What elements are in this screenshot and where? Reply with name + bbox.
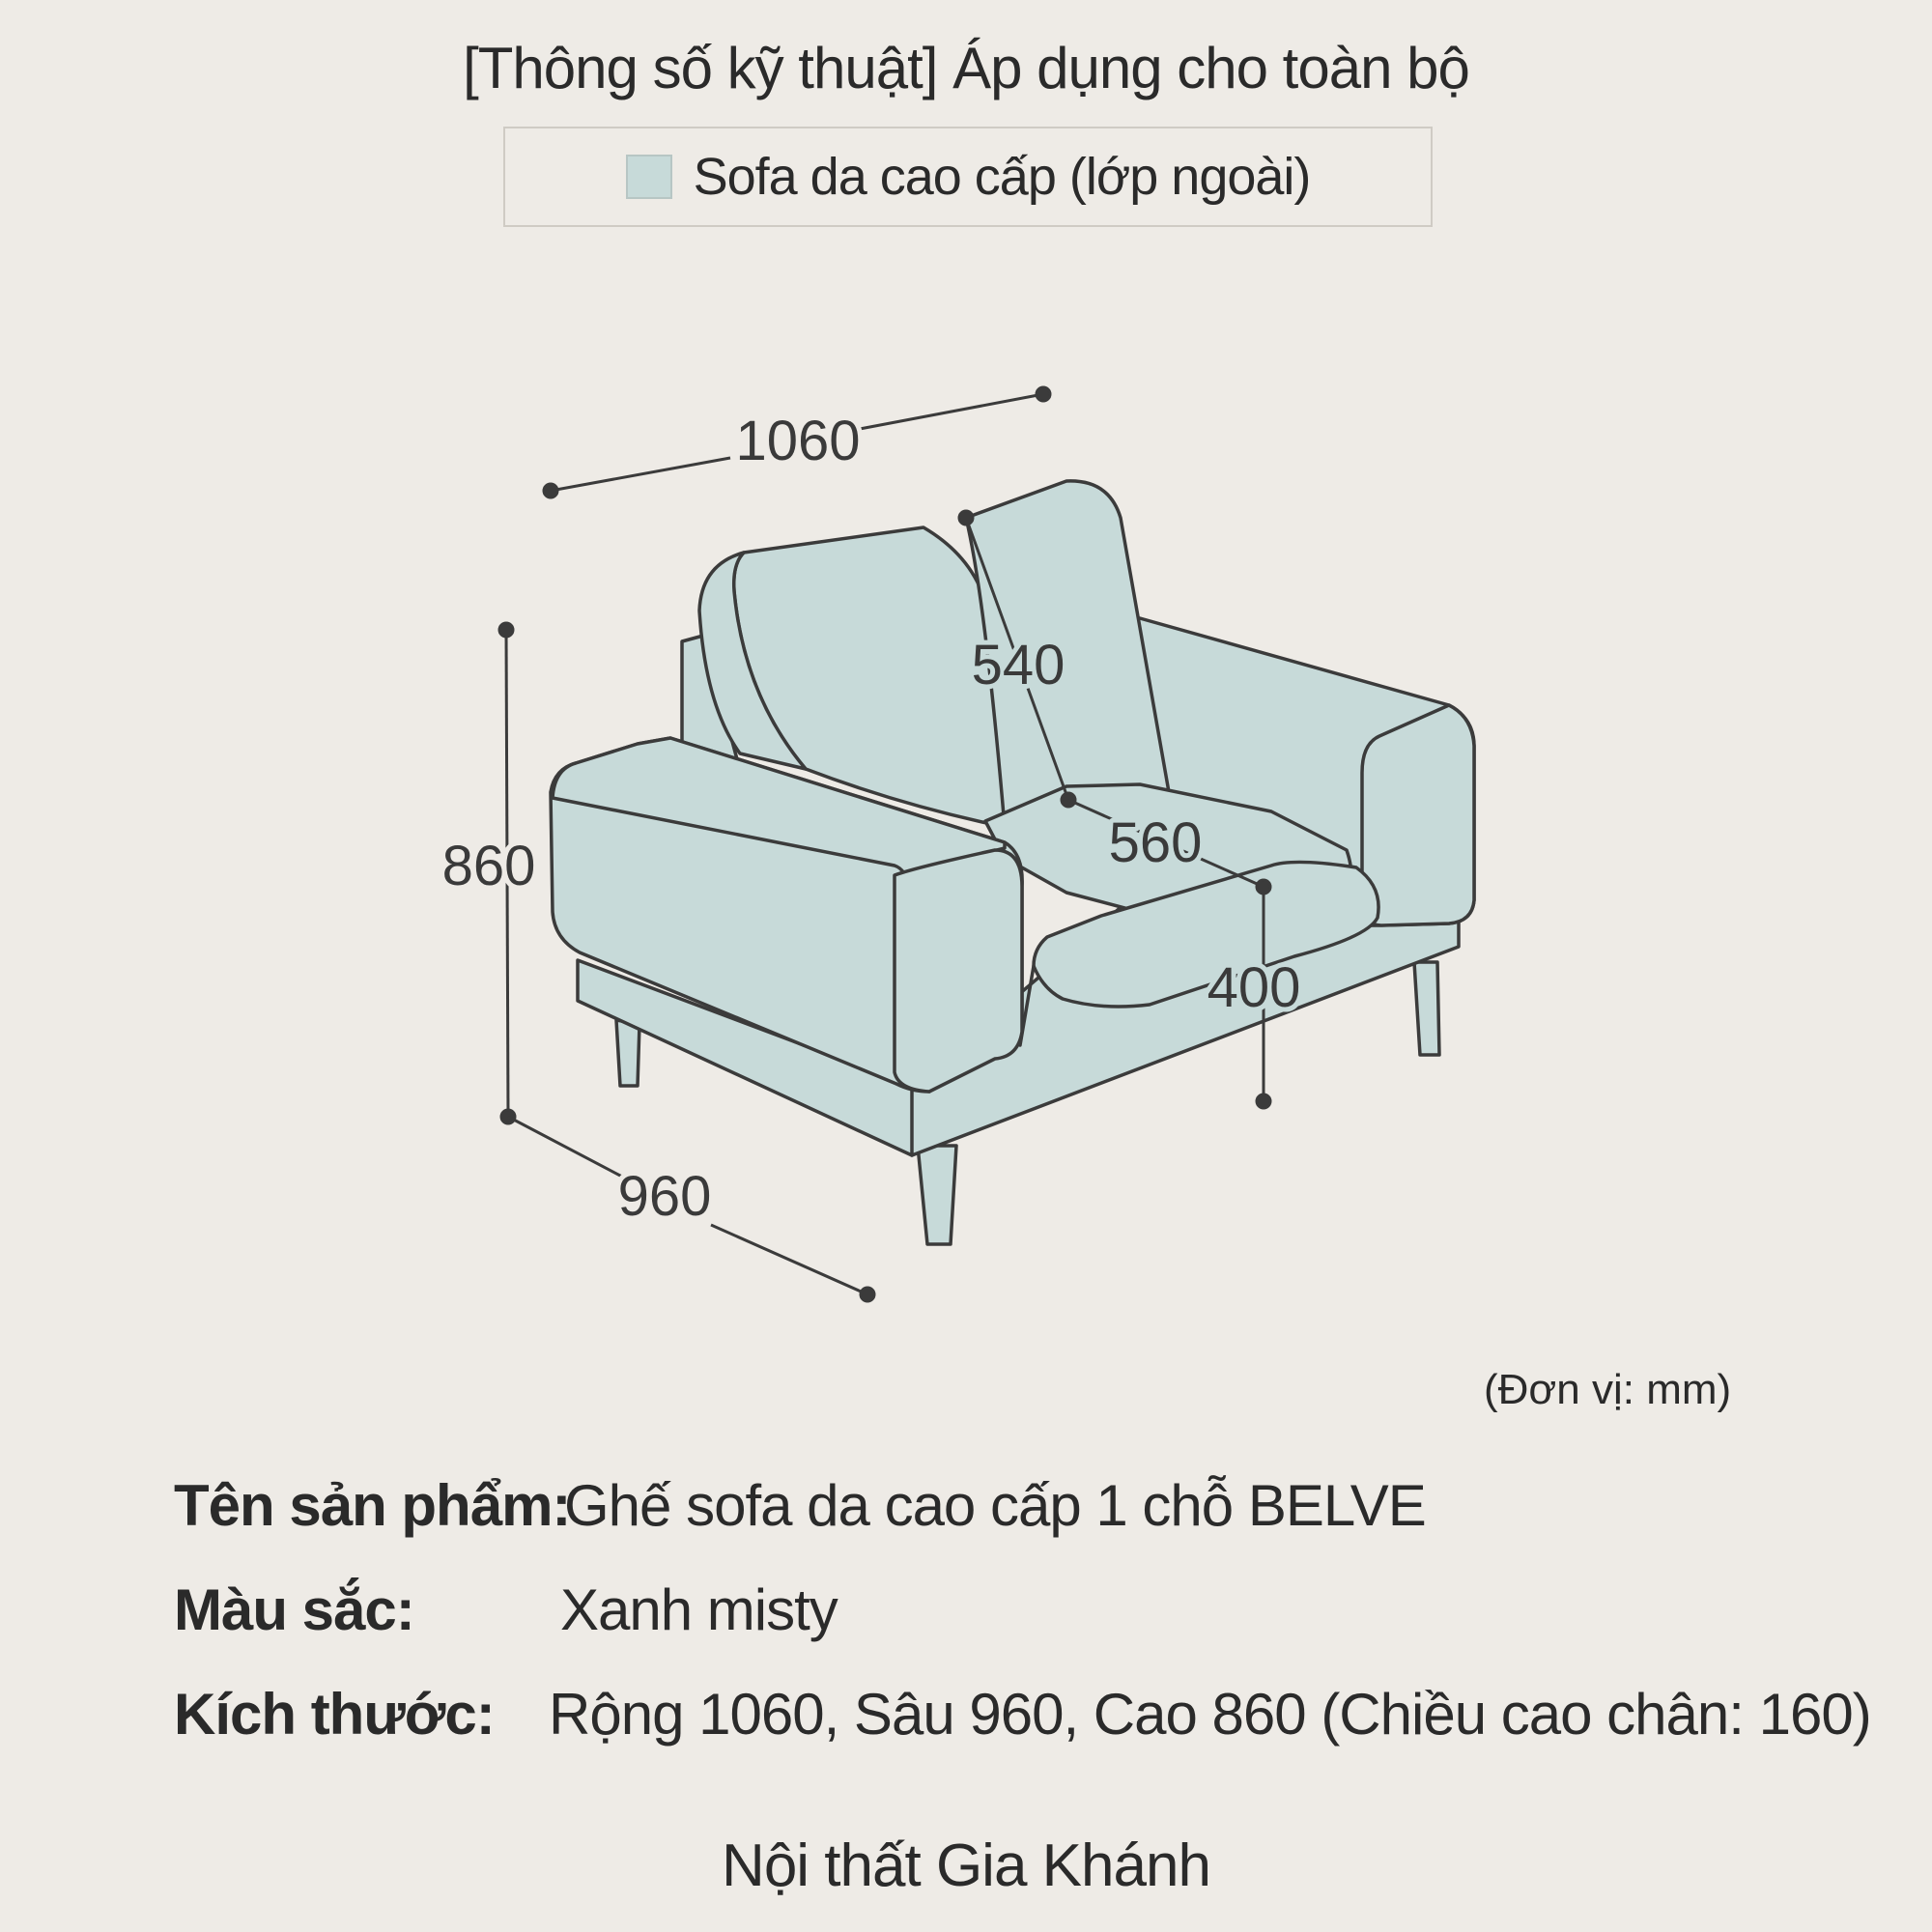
sofa-leg-front-right xyxy=(918,1146,956,1244)
dim-label-depth: 960 xyxy=(617,1165,712,1228)
dim-label-back-height: 540 xyxy=(971,634,1065,696)
sofa-illustration xyxy=(551,481,1474,1244)
spec-size-label: Kích thước: xyxy=(174,1682,495,1747)
legend-label: Sofa da cao cấp (lớp ngoài) xyxy=(693,148,1311,206)
dim-label-height: 860 xyxy=(441,835,536,897)
spec-row-name xyxy=(174,1472,1426,1539)
dim-dot xyxy=(499,623,513,637)
dim-label-seat-depth: 560 xyxy=(1108,811,1203,874)
unit-note: (Đơn vị: mm) xyxy=(1484,1366,1732,1413)
spec-row-color xyxy=(174,1577,838,1643)
spec-name-label: Tên sản phẩm: xyxy=(174,1473,571,1538)
spec-name-value: Ghế sofa da cao cấp 1 chỗ BELVE xyxy=(564,1473,1426,1538)
dim-dot xyxy=(861,1288,874,1301)
dim-line-width xyxy=(551,458,730,491)
page-title: [Thông số kỹ thuật] Áp dụng cho toàn bộ xyxy=(463,36,1469,100)
spec-color-label: Màu sắc: xyxy=(174,1577,414,1642)
dim-label-seat-height: 400 xyxy=(1207,956,1301,1019)
spec-size-value: Rộng 1060, Sâu 960, Cao 860 (Chiều cao chân: 160) xyxy=(549,1682,1871,1747)
dim-line-depth xyxy=(508,1117,622,1177)
dim-label-width: 1060 xyxy=(735,410,861,472)
sofa-leg-front-left xyxy=(616,1020,639,1086)
dim-dot xyxy=(1037,387,1050,401)
spec-row-size xyxy=(174,1681,1871,1747)
sofa-leg-back-right xyxy=(1414,962,1439,1055)
brand-name: Nội thất Gia Khánh xyxy=(722,1833,1210,1899)
spec-color-value: Xanh misty xyxy=(560,1577,838,1642)
dim-dot xyxy=(1257,1094,1270,1108)
dim-dot xyxy=(544,484,557,497)
dim-dot xyxy=(959,511,973,525)
